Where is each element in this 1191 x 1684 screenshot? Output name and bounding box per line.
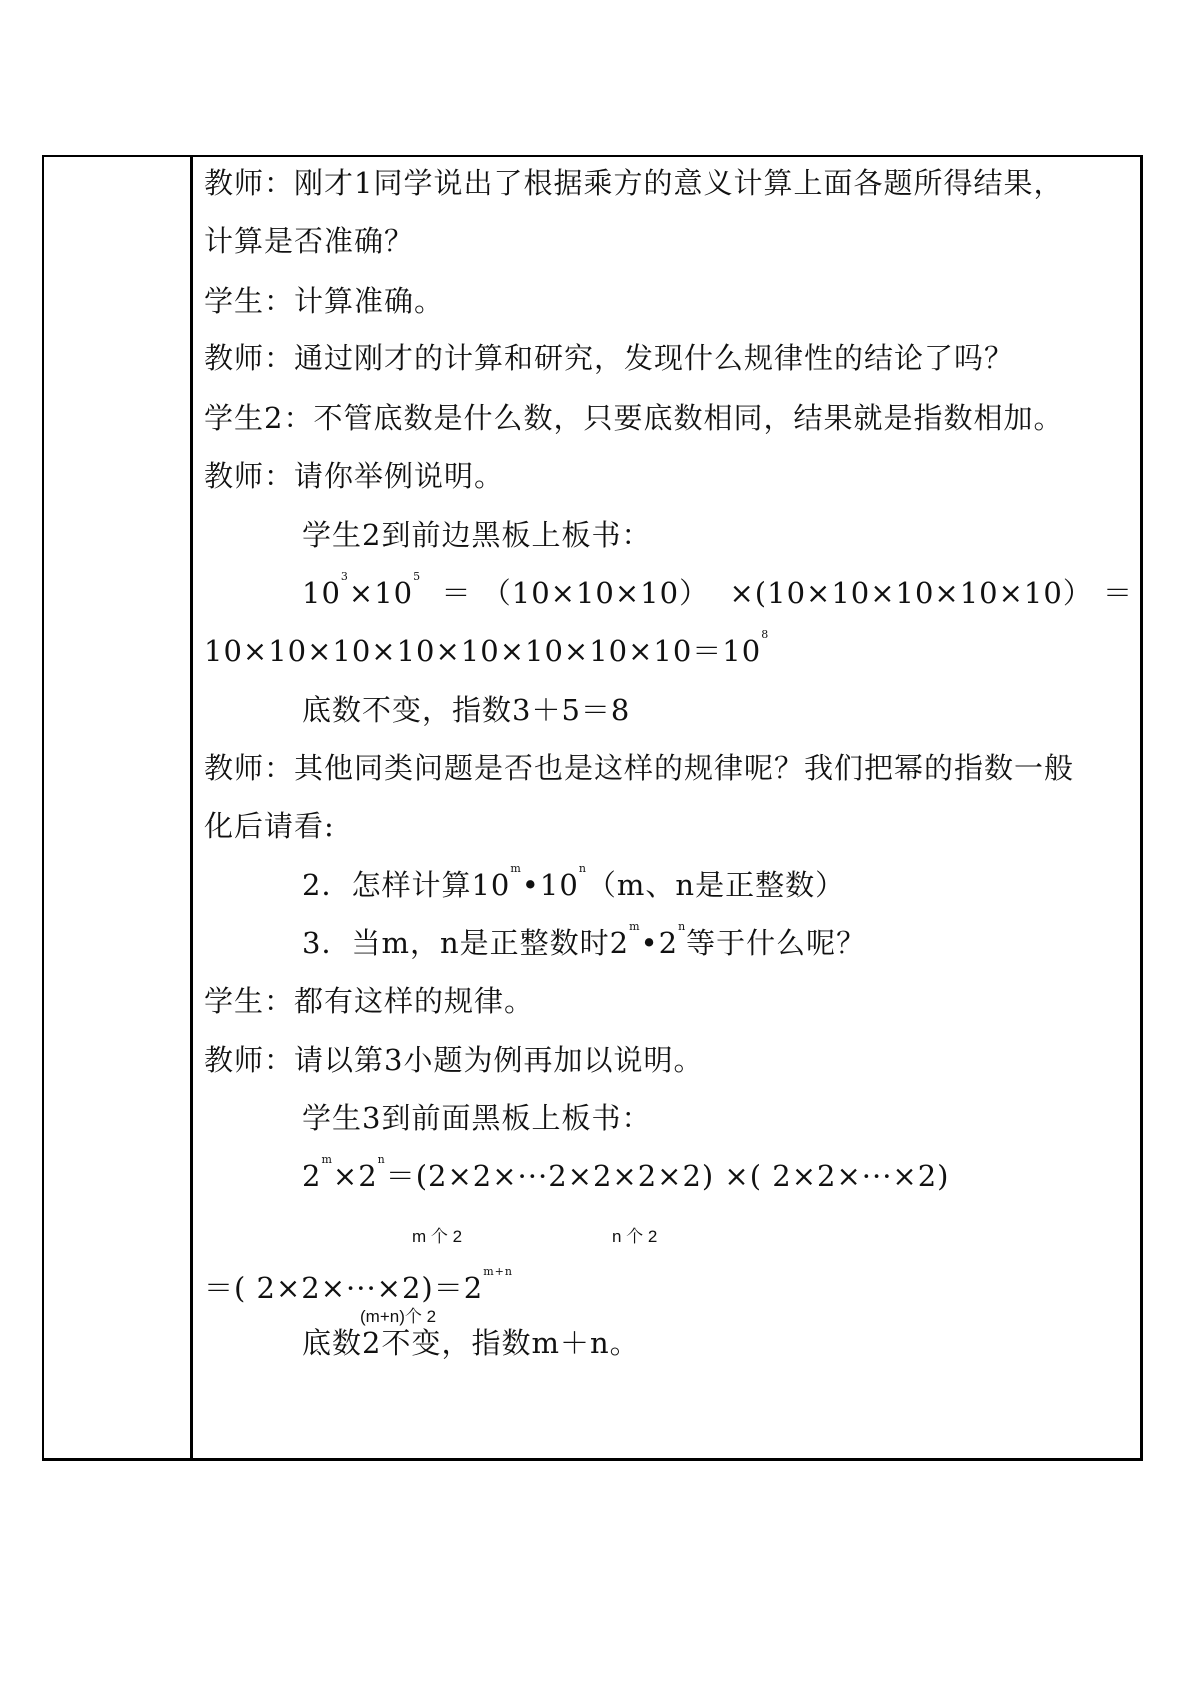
eq4-exp: m+n [483, 1265, 513, 1278]
eq1-exp1: 3 [340, 570, 349, 583]
eq1-exp2: 5 [413, 570, 422, 583]
conclusion-line-2: 底数2不变，指数m＋n。 [302, 1326, 640, 1360]
eq2-body: 10×10×10×10×10×10×10×10＝10 [204, 634, 762, 668]
teacher-line-1: 教师：刚才1同学说出了根据乘方的意义计算上面各题所得结果， [204, 166, 1064, 200]
student-line-2: 学生2：不管底数是什么数，只要底数相同，结果就是指数相加。 [204, 401, 1064, 435]
label-n-twos: n 个 2 [612, 1227, 658, 1246]
conclusion-line-1: 底数不变，指数3＋5＝8 [302, 693, 631, 727]
q3-a: 3．当m，n是正整数时2 [302, 926, 630, 960]
q3-exp2: n [678, 920, 687, 933]
eq1-mid: ×10 [348, 576, 414, 610]
q3-c: 等于什么呢？ [686, 926, 867, 960]
blackboard-intro-2: 学生3到前面黑板上板书： [302, 1101, 652, 1135]
eq3-exp1: m [321, 1153, 333, 1166]
q2-exp2: n [578, 862, 587, 875]
student-line-1: 学生：计算准确。 [204, 284, 445, 318]
teacher-line-7: 教师：请以第3小题为例再加以说明。 [204, 1043, 704, 1077]
equation-line-3 [302, 1153, 950, 1194]
q2-exp1: m [510, 862, 522, 875]
teacher-line-4: 教师：请你举例说明。 [204, 459, 505, 493]
eq3-rest: ＝(2×2×···2×2×2×2) ×( 2×2×···×2) [385, 1159, 950, 1193]
equation-line-1 [302, 570, 1134, 611]
q2-b: •10 [521, 868, 579, 902]
teacher-line-6: 化后请看: [204, 809, 335, 843]
q2-c: （m、n是正整数） [586, 868, 846, 902]
label-m-twos: m 个 2 [412, 1227, 463, 1246]
student-line-3: 学生：都有这样的规律。 [204, 984, 535, 1018]
q3-exp1: m [629, 920, 641, 933]
teacher-line-3: 教师：通过刚才的计算和研究，发现什么规律性的结论了吗？ [204, 341, 1015, 375]
q2-a: 2．怎样计算10 [302, 868, 511, 902]
column-divider [190, 157, 193, 1458]
eq3-exp2: n [377, 1153, 386, 1166]
teacher-line-2: 计算是否准确？ [204, 224, 415, 258]
eq3-mid: ×2 [332, 1159, 378, 1193]
question-3 [302, 920, 867, 961]
question-2 [302, 862, 846, 903]
equation-line-2 [204, 628, 770, 669]
eq1-base: 10 [302, 576, 341, 610]
eq2-exp: 8 [761, 628, 770, 641]
label-mn-twos: (m+n)个 2 [360, 1307, 437, 1326]
teacher-line-5: 教师：其他同类问题是否也是这样的规律呢？我们把幂的指数一般 [204, 751, 1075, 785]
q3-b: •2 [640, 926, 679, 960]
equation-line-4 [204, 1265, 513, 1306]
blackboard-intro-1: 学生2到前边黑板上板书： [302, 518, 652, 552]
eq3-base: 2 [302, 1159, 322, 1193]
eq1-rest: ＝ （10×10×10） ×(10×10×10×10×10） ＝ [421, 576, 1134, 610]
eq4-body: ＝( 2×2×···×2)＝2 [204, 1271, 484, 1305]
